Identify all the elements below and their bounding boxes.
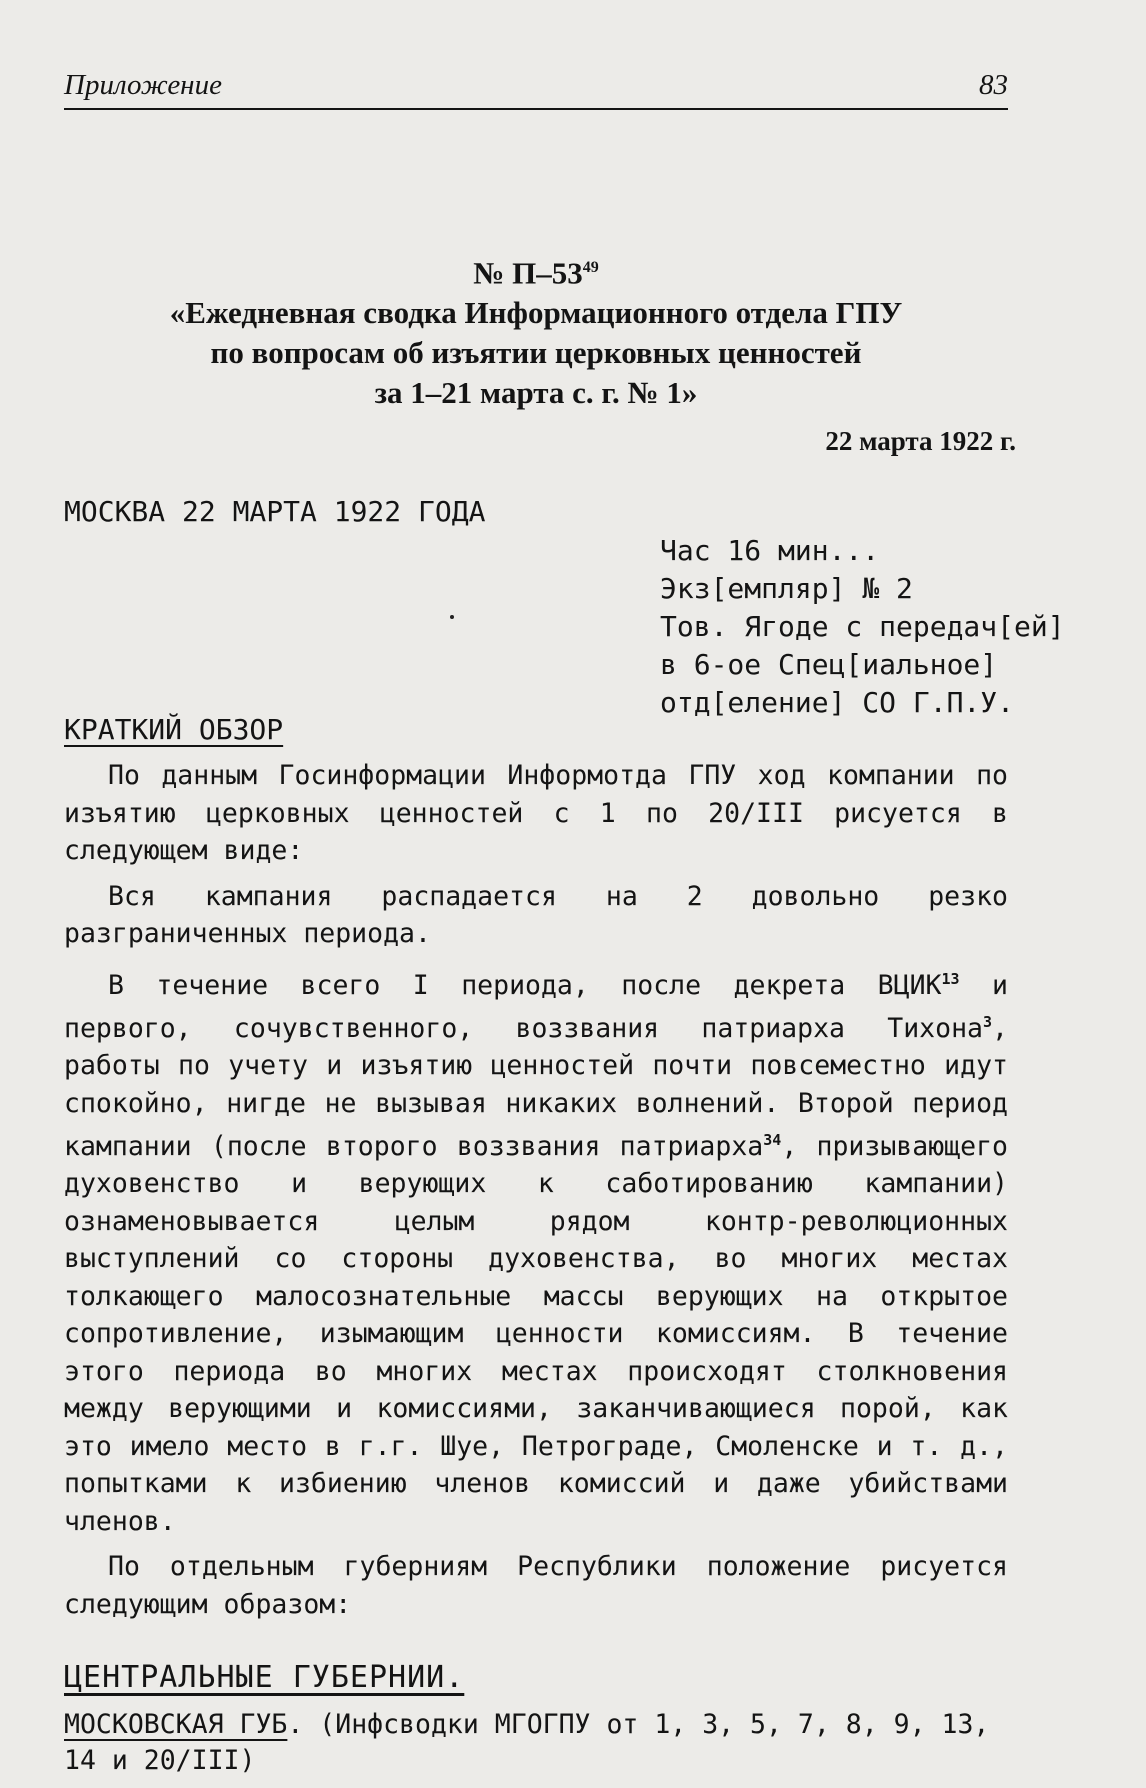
note-ref: 34 (763, 1131, 782, 1150)
running-header (64, 60, 1008, 110)
page-number: 83 (979, 69, 1008, 101)
moscow-province-entry: МОСКОВСКАЯ ГУБ. (Инфсводки МГОГПУ от 1, 3, 5, 7, 8, 9, 13, 14 и 20/III) (64, 1709, 990, 1776)
city-date-line: МОСКВА 22 МАРТА 1922 ГОДА (64, 495, 486, 528)
summary-heading: КРАТКИЙ ОБЗОР (64, 713, 284, 746)
note-ref: 13 (941, 969, 960, 988)
document-date: 22 марта 1922 г. (825, 426, 1016, 456)
meta-line: отд[еление] СО Г.П.У. (660, 686, 1015, 719)
paragraph-2: Вся кампания распадается на 2 довольно резко разграниченных периода. (64, 880, 1008, 949)
summary-body (64, 757, 1008, 1631)
central-provinces-heading: ЦЕНТРАЛЬНЫЕ ГУБЕРНИИ. (64, 1660, 465, 1695)
stray-mark (450, 615, 454, 619)
paragraph-4: По отдельным губерниям Республики положение рисуется следующим образом: (64, 1551, 1008, 1620)
section-title: Приложение (64, 69, 222, 101)
document-number: № $П-53^{49}$ (473, 255, 599, 291)
dispatch-meta (660, 532, 1065, 722)
moscow-province-label: МОСКОВСКАЯ ГУБ (64, 1709, 288, 1740)
note-ref: 49 (582, 259, 599, 276)
note-ref: 3 (983, 1012, 993, 1031)
meta-line: Час 16 мин... (660, 534, 880, 567)
meta-line: в 6-ое Спец[иальное] (660, 648, 998, 681)
title-line-3: за 1–21 марта с. г. № 1» (374, 375, 698, 411)
title-line-2: по вопросам об изъятии церковных ценностей (210, 335, 862, 371)
document-title (64, 248, 1008, 413)
paragraph-1: По данным Госинформации Информотда ГПУ ход компании по изъятию церковных ценностей с 1 по 20/III рисуется в следующем виде: (64, 760, 1008, 866)
meta-line: Тов. Ягоде с передач[ей] (660, 610, 1065, 643)
title-line-1: «Ежедневная сводка Информационного отдела ГПУ (169, 295, 903, 331)
paragraph-3: В течение всего I периода, после декрета ВЦИК$^{13}$ и первого, сочувственного, воззвания патриарха Тихона$^3$, работы по учету и изъятию ценностей почти повсеместно идут спокойно, нигде не вызывая никаких волнений. Второй период кампании (после второго воззвания патриарха$^{34}$, призывающего духовенство и верующих к саботированию кампании) ознаменовывается целым рядом контр-революционных выступлений со стороны духовенства, во многих местах толкающего малосознательные массы верующих на открытое сопротивление, изымающим ценности комиссиям. В течение этого периода во многих местах происходят столкновения между верующими и комиссиями, заканчивающиеся порой, как это имело место в г.г. Шуе, Петрограде, Смоленске и т. д., попытками к избиению членов комиссий и даже убийствами членов. (64, 969, 1008, 1537)
meta-line: Экз[емпляр] № 2 (660, 572, 913, 605)
